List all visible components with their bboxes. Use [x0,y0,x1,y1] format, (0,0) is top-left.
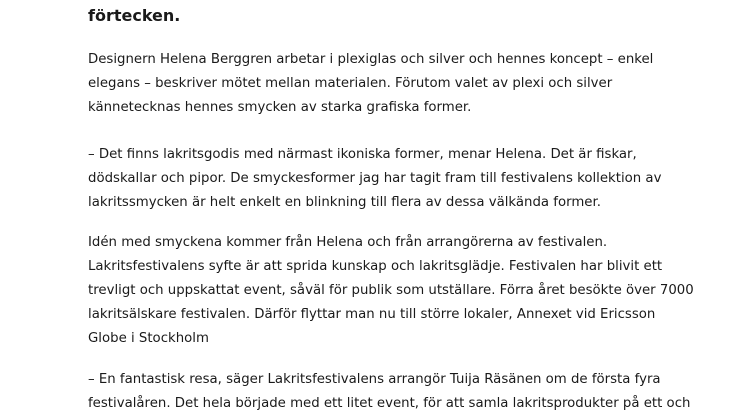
section-heading: förtecken. [88,6,181,25]
paragraph-quote-tuija [88,368,690,416]
paragraph-designer [88,48,653,120]
paragraph-line: lakritsälskare festivalen. Därför flyttar man nu till större lokaler, Annexet vid Ericsson [88,307,656,322]
paragraph-line: kännetecknas hennes smycken av starka grafiska former. [88,100,472,115]
paragraph-quote-helena [88,143,661,215]
paragraph-line: lakritssmycken är helt enkelt en blinkning till flera av dessa välkända former. [88,195,601,210]
paragraph-line: Designern Helena Berggren arbetar i plexiglas och silver och hennes koncept – enkel [88,52,654,67]
paragraph-line: Lakritsfestivalens syfte är att sprida kunskap och lakritsglädje. Festivalen har blivit ett [88,259,663,274]
paragraph-line: trevligt och uppskattat event, såväl för publik som utställare. Förra året besökte över 7000 [88,283,694,298]
paragraph-line: – Det finns lakritsgodis med närmast ikoniska former, menar Helena. Det är fiskar, [88,147,637,162]
paragraph-line: elegans – beskriver mötet mellan materialen. Förutom valet av plexi och silver [88,76,613,91]
paragraph-line: Globe i Stockholm [88,331,209,346]
paragraph-line: Idén med smyckena kommer från Helena och från arrangörerna av festivalen. [88,235,608,250]
paragraph-line: dödskallar och pipor. De smyckesformer jag har tagit fram till festivalens kollektion av [88,171,662,186]
paragraph-festival [88,231,694,351]
paragraph-line: festivalåren. Det hela började med ett litet event, för att samla lakritsprodukter på ett och [88,396,691,411]
paragraph-line: – En fantastisk resa, säger Lakritsfestivalens arrangör Tuija Räsänen om de första fyra [88,372,661,387]
